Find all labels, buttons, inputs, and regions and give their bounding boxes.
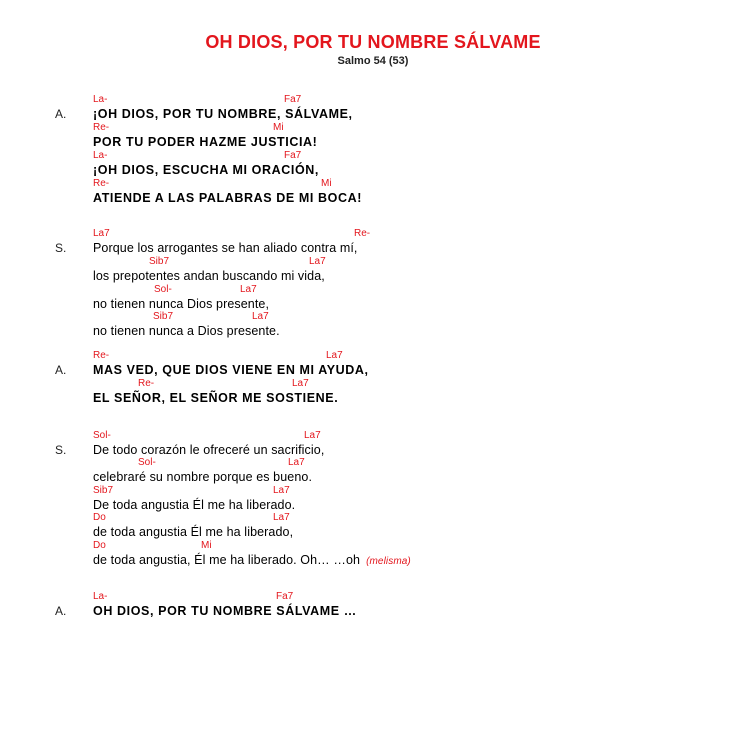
lyric-line: De toda angustia Él me ha liberado.: [93, 498, 296, 512]
chord: Fa7: [276, 591, 294, 602]
lyric-line: no tienen nunca a Dios presente.: [93, 324, 280, 338]
section-tag: S.: [55, 241, 67, 255]
chord: Mi: [321, 178, 332, 189]
lyric-text: de toda angustia, Él me ha liberado. Oh… …oh: [93, 553, 361, 567]
chord: La7: [309, 256, 326, 267]
section-tag: S.: [55, 443, 67, 457]
chord: Do: [93, 540, 106, 551]
chord: La7: [93, 228, 110, 239]
chord: La7: [304, 430, 321, 441]
chord: La7: [326, 350, 343, 361]
lyric-line: ¡OH DIOS, ESCUCHA MI ORACIÓN,: [93, 163, 319, 177]
chord: Re-: [93, 350, 110, 361]
chord: Fa7: [284, 150, 302, 161]
chord: Re-: [138, 378, 155, 389]
chord: Re-: [93, 178, 110, 189]
lyric-line: celebraré su nombre porque es bueno.: [93, 470, 313, 484]
chord: La-: [93, 94, 108, 105]
chord: La7: [252, 311, 269, 322]
chord: Re-: [93, 122, 110, 133]
lyric-line: MAS VED, QUE DIOS VIENE EN MI AYUDA,: [93, 363, 369, 377]
song-subtitle: Salmo 54 (53): [337, 55, 409, 67]
chord: La-: [93, 150, 108, 161]
lyric-line: Porque los arrogantes se han aliado contra mí,: [93, 241, 358, 255]
lyric-line: no tienen nunca Dios presente,: [93, 297, 270, 311]
chord: Sib7: [93, 485, 114, 496]
chord: La7: [288, 457, 305, 468]
chord: Sol-: [154, 284, 172, 295]
chord: Sol-: [93, 430, 111, 441]
chord: Re-: [354, 228, 371, 239]
chord: Do: [93, 512, 106, 523]
chord: La7: [273, 485, 290, 496]
chord: La-: [93, 591, 108, 602]
chord: Sol-: [138, 457, 156, 468]
lyric-line: OH DIOS, POR TU NOMBRE SÁLVAME …: [93, 604, 357, 618]
lyric-line: POR TU PODER HAZME JUSTICIA!: [93, 135, 318, 149]
lyric-line: ATIENDE A LAS PALABRAS DE MI BOCA!: [93, 191, 363, 205]
section-tag: A.: [55, 107, 67, 121]
melisma-note: (melisma): [366, 556, 411, 567]
chord: Fa7: [284, 94, 302, 105]
chord: Sib7: [149, 256, 170, 267]
chord: La7: [292, 378, 309, 389]
chord: Mi: [201, 540, 212, 551]
lyric-line: [93, 553, 411, 569]
lyric-line: de toda angustia Él me ha liberado,: [93, 525, 294, 539]
lyric-line: De todo corazón le ofreceré un sacrificio,: [93, 443, 325, 457]
chord: Mi: [273, 122, 284, 133]
song-title: OH DIOS, POR TU NOMBRE SÁLVAME: [205, 32, 541, 52]
lyric-line: EL SEÑOR, EL SEÑOR ME SOSTIENE.: [93, 391, 339, 405]
section-tag: A.: [55, 363, 67, 377]
lyric-line: ¡OH DIOS, POR TU NOMBRE, SÁLVAME,: [93, 107, 353, 121]
chord: Sib7: [153, 311, 174, 322]
chord: La7: [240, 284, 257, 295]
lyric-line: los prepotentes andan buscando mi vida,: [93, 269, 325, 283]
section-tag: A.: [55, 604, 67, 618]
chord: La7: [273, 512, 290, 523]
